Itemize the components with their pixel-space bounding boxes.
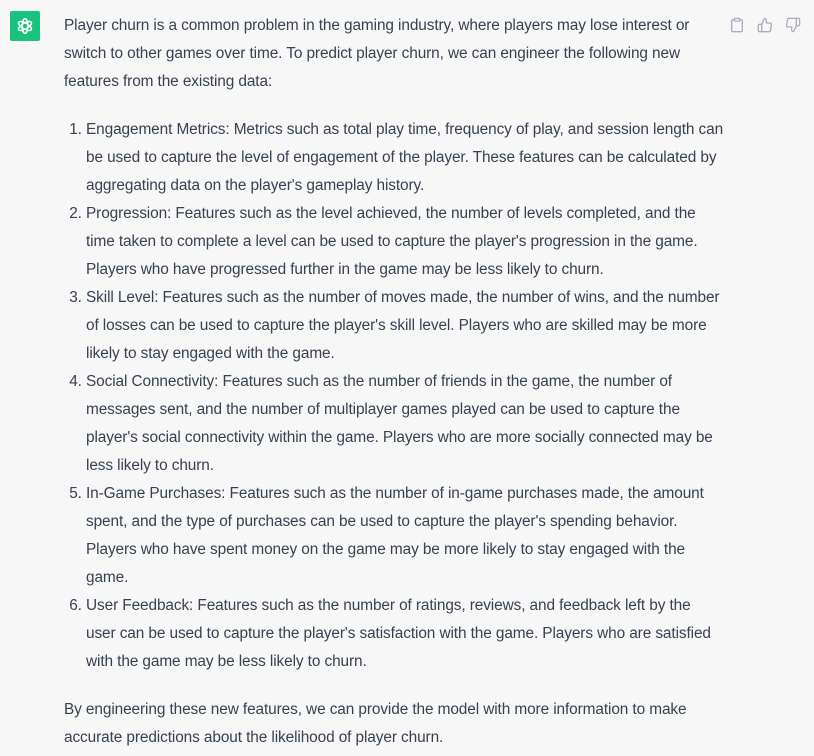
copy-button[interactable]	[727, 15, 747, 35]
list-item: 3. Skill Level: Features such as the number of moves made, the number of wins, and the number of losses can be used to capture the player's skill level. Players who are skilled may be more likely to stay engaged with the game.	[86, 284, 724, 368]
openai-logo-icon	[14, 15, 36, 37]
assistant-message	[64, 12, 724, 752]
list-item: 2. Progression: Features such as the level achieved, the number of levels completed, and the time taken to complete a level can be used to capture the player's progression in the game. Players who have progressed further in the game may be less likely to churn.	[86, 200, 724, 284]
list-item: 4. Social Connectivity: Features such as the number of friends in the game, the number of messages sent, and the number of multiplayer games played can be used to capture the player's social connectivity within the game. Players who are more socially connected may be less likely to churn.	[86, 368, 724, 480]
assistant-avatar	[10, 11, 40, 41]
thumbs-down-button[interactable]	[783, 15, 803, 35]
feature-list	[64, 116, 724, 676]
thumbs-up-button[interactable]	[755, 15, 775, 35]
list-item: 6. User Feedback: Features such as the number of ratings, reviews, and feedback left by the user can be used to capture the player's satisfaction with the game. Players who are satisfied with the game may be less likely to churn.	[86, 592, 724, 676]
message-intro: Player churn is a common problem in the gaming industry, where players may lose interest or switch to other games over time. To predict player churn, we can engineer the following new features from the existing data:	[64, 17, 690, 90]
message-conclusion: By engineering these new features, we can provide the model with more information to make accurate predictions about the likelihood of player churn.	[64, 701, 687, 746]
list-item: 5. In-Game Purchases: Features such as the number of in-game purchases made, the amount spent, and the type of purchases can be used to capture the player's spending behavior. Players who have spent money on the game may be more likely to stay engaged with the game.	[86, 480, 724, 592]
list-item: 1. Engagement Metrics: Metrics such as total play time, frequency of play, and session length can be used to capture the level of engagement of the player. These features can be calculated by aggregating data on the player's gameplay history.	[86, 116, 724, 200]
message-actions	[727, 15, 803, 35]
thumbs-down-icon	[785, 17, 801, 33]
clipboard-icon	[729, 17, 745, 33]
thumbs-up-icon	[757, 17, 773, 33]
